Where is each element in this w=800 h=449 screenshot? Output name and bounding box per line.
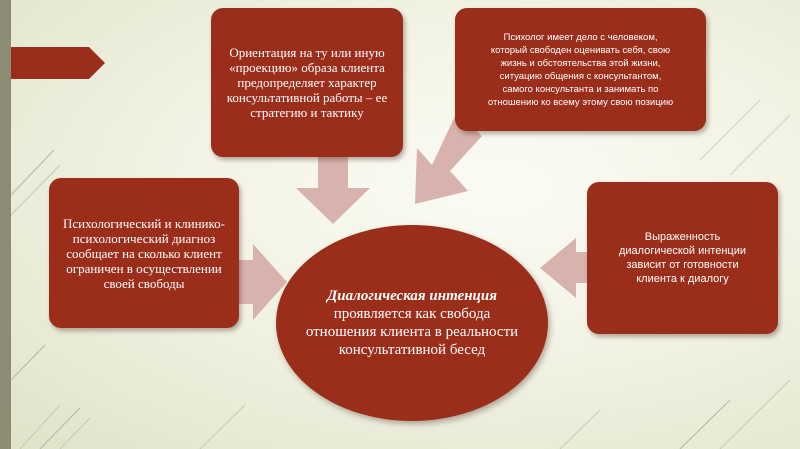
central-ellipse-text — [302, 287, 522, 359]
central-ellipse — [276, 225, 548, 421]
box-psychologist-freedom — [455, 8, 706, 131]
central-emphasis: Диалогическая интенция — [327, 288, 497, 304]
box-psychologist-freedom-text: Психолог имеет дело с человеком, который свободен оценивать себя, свою жизнь и обстоятельства этой жизни, ситуацию общения с консультантом, самого консультанта и занимать по отношению ко всему этому свою позицию — [487, 31, 674, 108]
box-client-projection — [211, 8, 403, 157]
central-body: проявляется как свобода отношения клиента в реальности консультативной бесед — [305, 306, 519, 358]
box-diagnosis — [49, 178, 239, 328]
arrow-left-from-mid-right — [540, 238, 590, 298]
box-diagnosis-text: Психологический и клинико-психологический диагноз сообщает на сколько клиент ограничен в осуществлении своей свободы — [63, 215, 225, 291]
box-dialog-readiness-text: Выраженность диалогической интенции зависит от готовности клиента к диалогу — [618, 231, 746, 285]
box-client-projection-text: Ориентация на ту или иную «проекцию» образа клиента предопределяет характер консультативной работы – ее стратегию и тактику — [226, 45, 388, 120]
arrow-down-from-top-left — [296, 154, 370, 224]
box-dialog-readiness — [587, 182, 778, 334]
